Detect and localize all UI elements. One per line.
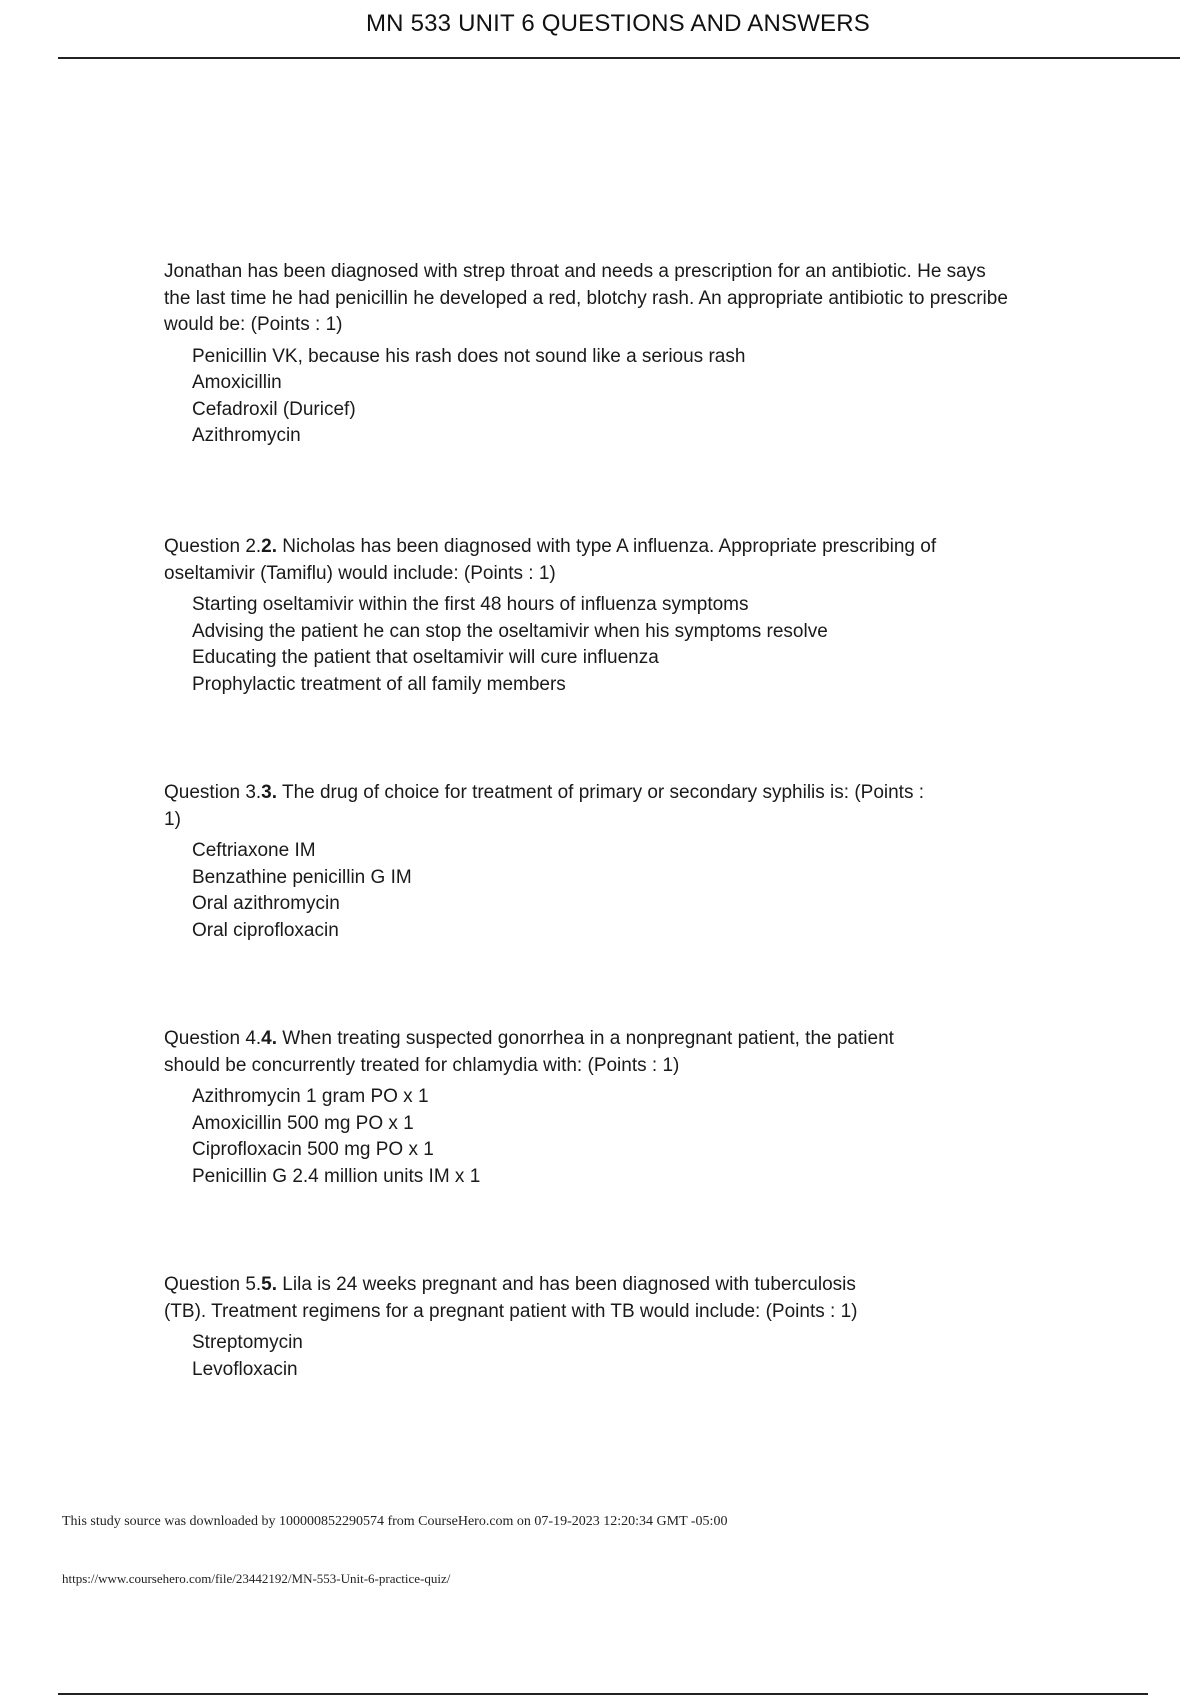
download-source-notice: This study source was downloaded by 100000852290574 from CourseHero.com on 07-19-2023 12:20:34 GMT -05:00 bbox=[62, 1514, 728, 1529]
answer-options bbox=[192, 1084, 904, 1190]
answer-option[interactable]: Penicillin G 2.4 million units IM x 1 bbox=[192, 1165, 481, 1187]
answer-option[interactable]: Ciprofloxacin 500 mg PO x 1 bbox=[192, 1139, 434, 1160]
question-text: Question 3.3. The drug of choice for treatment of primary or secondary syphilis is: (Points : 1) bbox=[164, 782, 925, 830]
answer-option[interactable]: Prophylactic treatment of all family members bbox=[192, 673, 566, 695]
answer-option[interactable]: Amoxicillin 500 mg PO x 1 bbox=[192, 1112, 414, 1134]
answer-option[interactable]: Streptomycin bbox=[192, 1332, 303, 1353]
answer-option[interactable]: Ceftriaxone IM bbox=[192, 840, 316, 861]
answer-option[interactable]: Amoxicillin bbox=[192, 372, 282, 393]
question-text: Question 5.5. Lila is 24 weeks pregnant and has been diagnosed with tuberculosis (TB). Treatment regimens for a pregnant patient with TB would include: (Points : 1) bbox=[164, 1274, 858, 1322]
source-url[interactable]: https://www.coursehero.com/file/23442192/MN-553-Unit-6-practice-quiz/ bbox=[62, 1571, 451, 1586]
answer-option[interactable]: Oral azithromycin bbox=[192, 893, 340, 914]
answer-options bbox=[192, 838, 924, 944]
question-block-2 bbox=[164, 534, 1004, 698]
question-block-4 bbox=[164, 1026, 904, 1190]
answer-option[interactable]: Penicillin VK, because his rash does not sound like a serious rash bbox=[192, 345, 746, 367]
page-title: MN 533 UNIT 6 QUESTIONS AND ANSWERS bbox=[365, 10, 870, 37]
answer-option[interactable]: Azithromycin 1 gram PO x 1 bbox=[192, 1086, 429, 1107]
question-text: Question 4.4. When treating suspected gonorrhea in a nonpregnant patient, the patient should be concurrently treated for chlamydia with: (Points : 1) bbox=[164, 1028, 894, 1076]
answer-option[interactable]: Educating the patient that oseltamivir will cure influenza bbox=[192, 647, 659, 668]
answer-options bbox=[192, 1330, 864, 1383]
question-block-5 bbox=[164, 1272, 864, 1383]
answer-options bbox=[192, 592, 1004, 698]
question-block-1 bbox=[164, 259, 1014, 450]
answer-option[interactable]: Cefadroxil (Duricef) bbox=[192, 398, 356, 420]
answer-option[interactable]: Advising the patient he can stop the oseltamivir when his symptoms resolve bbox=[192, 620, 828, 642]
answer-option[interactable]: Starting oseltamivir within the first 48 hours of influenza symptoms bbox=[192, 594, 749, 615]
question-text: Jonathan has been diagnosed with strep throat and needs a prescription for an antibiotic. He says the last time he had penicillin he developed a red, blotchy rash. An appropriate antibiotic to prescribe would be: (Points : 1) bbox=[164, 261, 1008, 335]
answer-option[interactable]: Benzathine penicillin G IM bbox=[192, 866, 412, 888]
header-divider bbox=[58, 57, 1180, 59]
answer-option[interactable]: Levofloxacin bbox=[192, 1358, 298, 1380]
question-block-3 bbox=[164, 780, 924, 944]
footer-divider bbox=[58, 1693, 1148, 1695]
answer-options bbox=[192, 344, 1014, 450]
answer-option[interactable]: Oral ciprofloxacin bbox=[192, 919, 339, 941]
question-text: Question 2.2. Nicholas has been diagnosed with type A influenza. Appropriate prescribing of oseltamivir (Tamiflu) would include: (Points : 1) bbox=[164, 536, 937, 584]
answer-option[interactable]: Azithromycin bbox=[192, 425, 301, 446]
